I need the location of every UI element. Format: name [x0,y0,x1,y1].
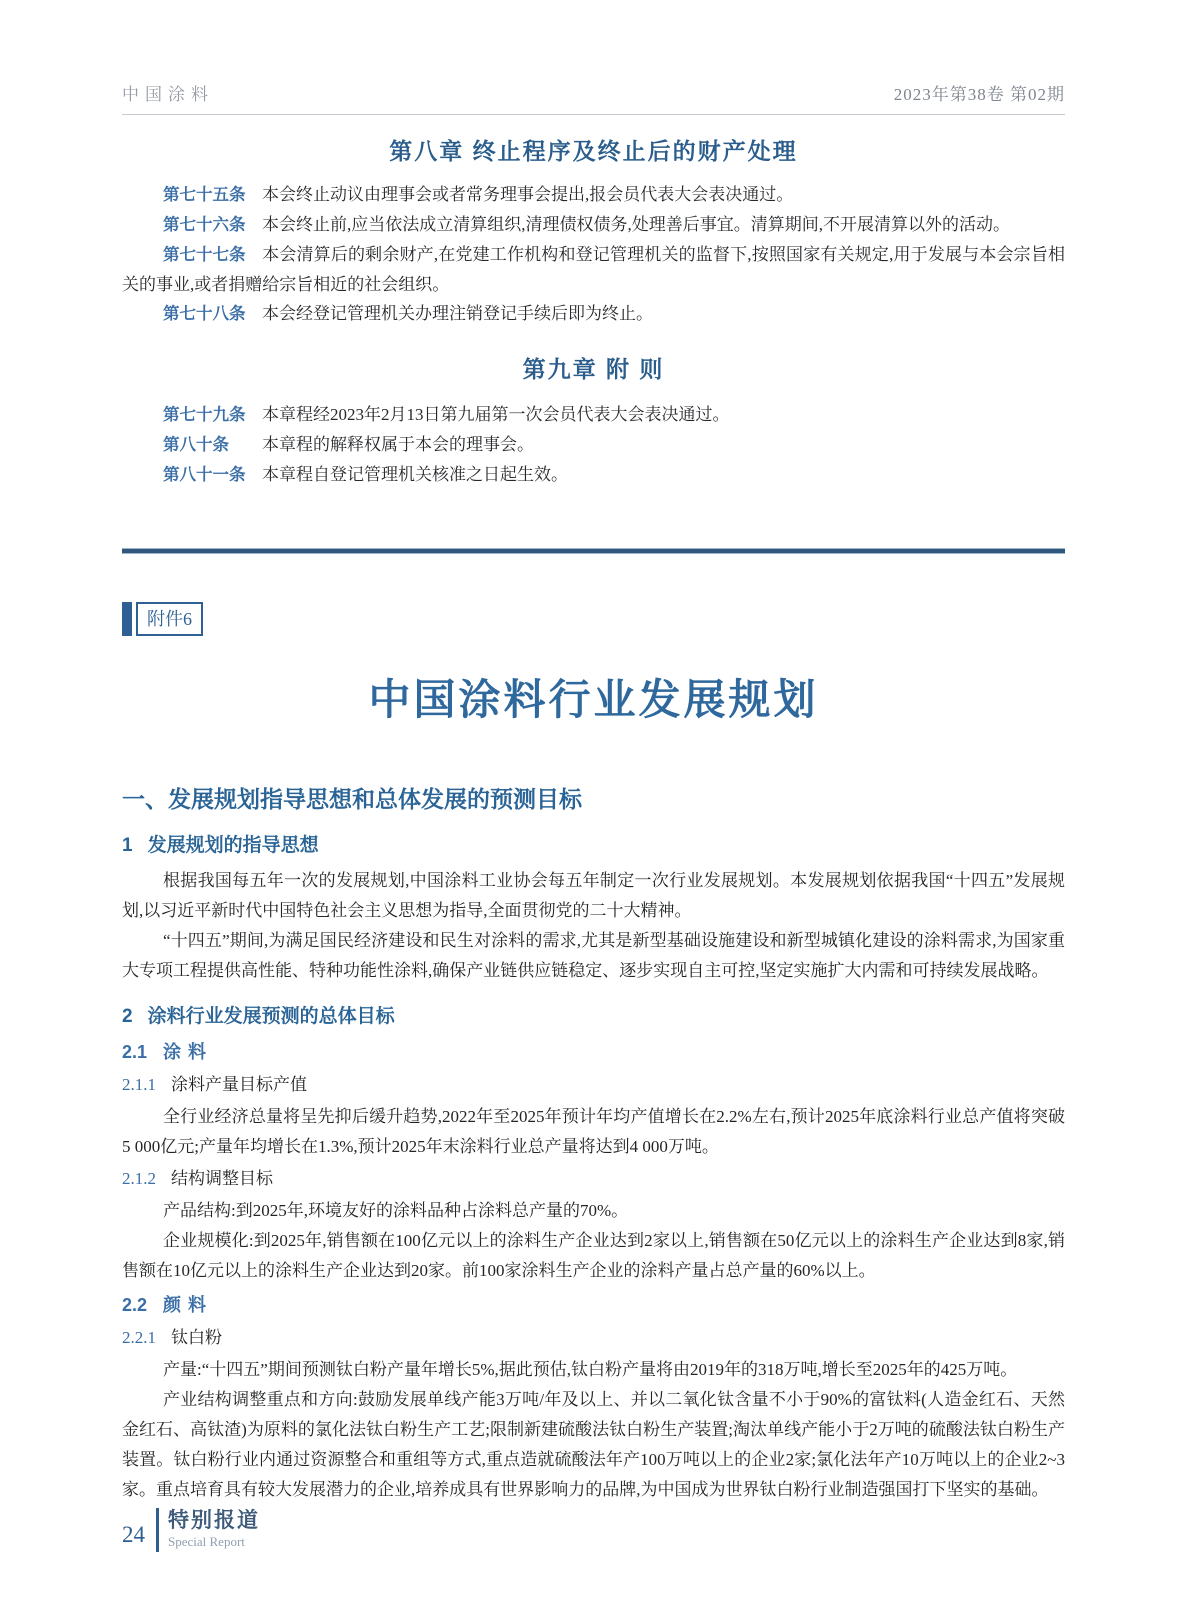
article-number: 第八十一条 [163,466,246,484]
article-number: 第七十六条 [163,216,246,234]
column-name-en: Special Report [168,1534,245,1549]
paragraph: 产业结构调整重点和方向:鼓励发展单线产能3万吨/年及以上、并以二氧化钛含量不小于90%的富钛料(人造金红石、天然金红石、高钛渣)为原料的氯化法钛白粉生产工艺;限制新建硫酸法钛白粉生产装置;淘汰单线产能小于2万吨的硫酸法钛白粉生产装置。钛白粉行业内通过资源整合和重组等方式,重点造就硫酸法年产100万吨以上的企业2家;氯化法年产10万吨以上的企业2~3家。重点培育具有较大发展潜力的企业,培养成具有世界影响力的品牌,为中国成为世界钛白粉行业制造强国打下坚实的基础。 [122,1390,1065,1499]
heading-2-2-1 [122,1323,1065,1353]
journal-name: 中国涂料 [122,85,214,104]
chapter8-article-75 [122,180,1065,210]
heading-number: 2 [122,1006,133,1027]
chapter8-article-78 [122,299,1065,329]
chapter8-article-77 [122,240,1065,299]
article-number: 第八十条 [163,436,229,454]
page-footer [122,1508,260,1552]
heading-number: 2.1 [122,1042,148,1062]
heading-2-2 [122,1290,1065,1320]
attachment-badge [122,602,203,636]
article-number: 第七十八条 [163,305,246,323]
heading-2-1 [122,1037,1065,1067]
chapter9-article-79 [122,400,1065,430]
paragraph: 根据我国每五年一次的发展规划,中国涂料工业协会每五年制定一次行业发展规划。本发展规划依据我国“十四五”发展规划,以习近平新时代中国特色社会主义思想为指导,全面贯彻党的二十大精神。 [122,871,1065,920]
chapter8-article-76 [122,210,1065,240]
badge-bar [122,602,132,636]
footer-bar [156,1508,159,1552]
paragraph: “十四五”期间,为满足国民经济建设和民生对涂料的需求,尤其是新型基础设施建设和新型城镇化建设的涂料需求,为国家重大专项工程提供高性能、特种功能性涂料,确保产业链供应链稳定、逐步实现自主可控,坚定实施扩大内需和可持续发展战略。 [122,931,1065,980]
paragraph: 产品结构:到2025年,环境友好的涂料品种占涂料总产量的70%。 [163,1201,629,1220]
heading-text: 涂料产量目标产值 [171,1075,307,1094]
page-number: 24 [122,1522,145,1547]
article-text: 本会清算后的剩余财产,在党建工作机构和登记管理机关的监督下,按照国家有关规定,用于发展与本会宗旨相关的事业,或者捐赠给宗旨相近的社会组织。 [122,245,1065,294]
section-divider-rule [122,548,1065,554]
chapter9-article-80 [122,430,1065,460]
heading-text: 颜 料 [163,1295,208,1315]
footer-column [168,1509,260,1551]
article-number: 第七十九条 [163,406,246,424]
issue-info: 2023年第38卷 第02期 [893,85,1065,104]
section1-heading: 一、发展规划指导思想和总体发展的预测目标 [122,786,582,812]
heading-text: 结构调整目标 [171,1169,273,1188]
heading-2 [122,1003,1065,1031]
heading-2-1-2 [122,1164,1065,1194]
paragraph: 产量:“十四五”期间预测钛白粉产量年增长5%,据此预估,钛白粉产量将由2019年的318万吨,增长至2025年的425万吨。 [163,1360,1018,1379]
article-text: 本会经登记管理机关办理注销登记手续后即为终止。 [262,304,653,323]
column-name-cn: 特别报道 [168,1509,260,1532]
heading-number: 2.2 [122,1295,148,1315]
article-text: 本章程自登记管理机关核准之日起生效。 [262,465,568,484]
heading-text: 发展规划的指导思想 [147,835,319,856]
badge-label: 附件6 [136,602,203,636]
paragraph: 企业规模化:到2025年,销售额在100亿元以上的涂料生产企业达到2家以上,销售额在50亿元以上的涂料生产企业达到8家,销售额在10亿元以上的涂料生产企业达到20家。前100家涂料生产企业的涂料产量占总产量的60%以上。 [122,1231,1065,1280]
plan-title: 中国涂料行业发展规划 [368,676,819,723]
heading-number: 1 [122,835,133,856]
heading-number: 2.1.1 [122,1075,156,1094]
chapter8-title: 第八章 终止程序及终止后的财产处理 [389,138,798,164]
heading-number: 2.1.2 [122,1169,156,1188]
running-head [122,80,1065,115]
chapter9-article-81 [122,460,1065,490]
article-text: 本章程经2023年2月13日第九届第一次会员代表大会表决通过。 [262,405,730,424]
heading-number: 2.2.1 [122,1328,156,1347]
heading-text: 钛白粉 [171,1328,222,1347]
heading-text: 涂 料 [163,1042,208,1062]
heading-1 [122,832,1065,860]
article-number: 第七十五条 [163,186,246,204]
chapter9-title: 第九章 附 则 [522,356,665,382]
article-text: 本会终止动议由理事会或者常务理事会提出,报会员代表大会表决通过。 [262,185,794,204]
heading-2-1-1 [122,1070,1065,1100]
article-number: 第七十七条 [163,246,246,264]
heading-text: 涂料行业发展预测的总体目标 [147,1006,395,1027]
article-text: 本会终止前,应当依法成立清算组织,清理债权债务,处理善后事宜。清算期间,不开展清算以外的活动。 [262,215,1010,234]
paragraph: 全行业经济总量将呈先抑后缓升趋势,2022年至2025年预计年均产值增长在2.2%左右,预计2025年底涂料行业总产值将突破5 000亿元;产量年均增长在1.3%,预计2025年末涂料行业总产量将达到4 000万吨。 [122,1107,1065,1156]
article-text: 本章程的解释权属于本会的理事会。 [262,435,534,454]
